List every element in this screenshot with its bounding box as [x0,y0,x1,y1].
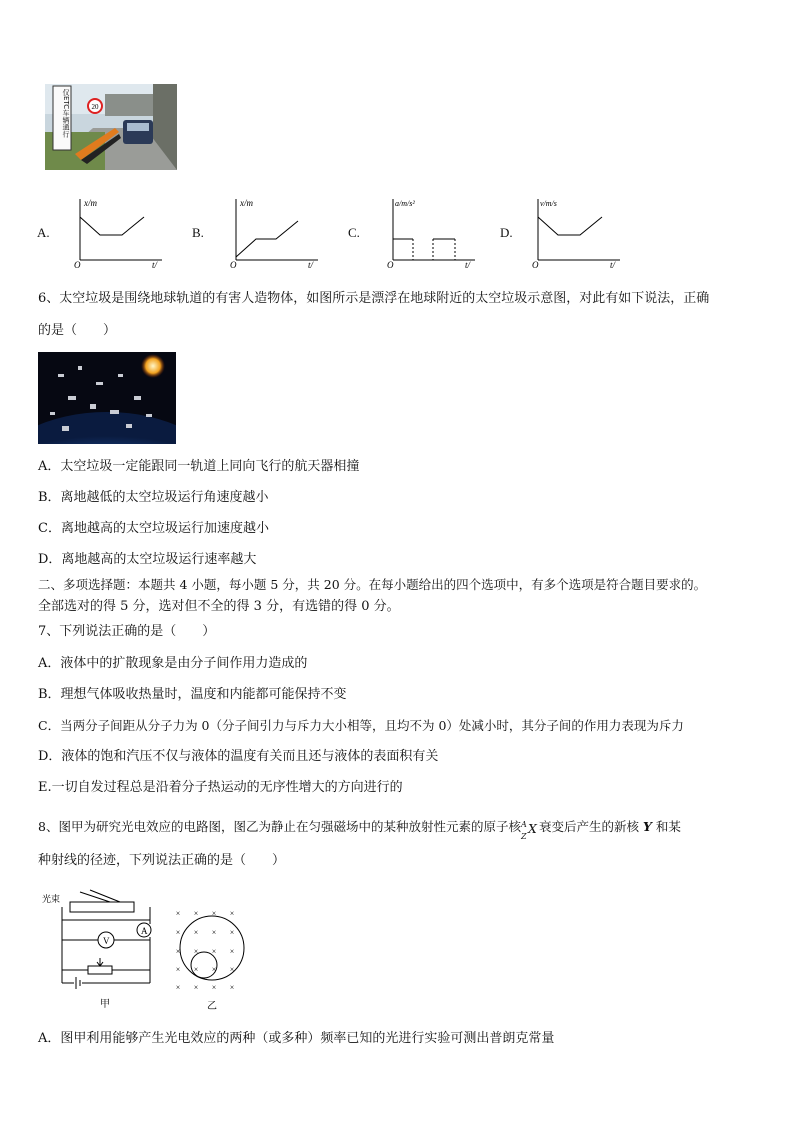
q8-stem-line1 [38,818,681,841]
speed-limit-text: 20 [91,103,99,111]
svg-text:×: × [175,909,181,918]
etc-sign-text: 仅ETC车辆通行 [62,89,70,138]
section2-line1: 二、多项选择题：本题共 4 小题，每小题 5 分，共 20 分。在每小题给出的四个选项中，有多个选项是符合题目要求的。 [38,577,707,592]
q6-stem-line2: 的是（ ） [38,323,117,338]
q8-stem-part1: 8、图甲为研究光电效应的电路图，图乙为静止在匀强磁场中的某种放射性元素的原子核 [38,819,521,834]
graph-a-ylabel: x/m [84,198,97,208]
q8-stem-line2: 种射线的径迹，下列说法正确的是（ ） [38,853,286,868]
svg-text:×: × [211,983,217,992]
nucleus-symbol [520,819,539,841]
nucleus-element: X [527,820,537,836]
q8-stem-part2: 衰变后产生的新核 [538,819,639,834]
q7-stem: 7、下列说法正确的是（ ） [38,624,216,639]
q7-option-a: A．液体中的扩散现象是由分子间作用力造成的 [38,656,308,671]
graph-a-xlabel: t/ [152,260,158,270]
graph-c-xlabel: t/ [465,260,471,270]
svg-text:×: × [193,947,199,956]
svg-text:×: × [175,983,181,992]
svg-text:×: × [211,909,217,918]
figure-jia-label: 甲 [100,999,110,1010]
light-beam-label: 光束 [42,894,61,904]
q6-option-d: D．离地越高的太空垃圾运行速率越大 [38,552,257,567]
svg-text:×: × [193,909,199,918]
photoelectric-circuit-figure [40,888,170,1013]
svg-text:×: × [229,947,235,956]
q6-stem-line1: 6、太空垃圾是围绕地球轨道的有害人造物体，如图所示是漂浮在地球附近的太空垃圾示意图，对此有如下说法，正确 [38,291,710,306]
graph-c-origin: O [387,260,394,270]
graph-a [72,195,167,270]
option-b-letter: B. [192,225,204,240]
magnetic-field-tracks-figure [170,908,255,1013]
graph-c [385,195,480,270]
section2-line2: 全部选对的得 5 分，选对但不全的得 3 分，有选错的得 0 分。 [38,599,400,614]
q7-option-c: C．当两分子间距从分子力为 0（分子间引力与斥力大小相等，且均不为 0）处减小时，其分子间的作用力表现为斥力 [38,718,684,733]
nucleus-atomic-number: Z [520,831,527,841]
q8-stem-part3: 和某 [655,819,681,834]
graph-b-origin: O [230,260,237,270]
svg-text:×: × [229,965,235,974]
graph-d [530,195,625,270]
svg-text:×: × [175,928,181,937]
svg-text:×: × [211,928,217,937]
figure-yi-label: 乙 [207,1001,217,1012]
svg-text:×: × [229,928,235,937]
voltmeter-label: V [103,936,110,946]
graph-d-origin: O [532,260,539,270]
q6-option-c: C．离地越高的太空垃圾运行加速度越小 [38,521,269,536]
graph-b-ylabel: x/m [240,198,253,208]
q7-option-e: E.一切自发过程总是沿着分子热运动的无序性增大的方向进行的 [38,780,403,795]
svg-text:×: × [175,965,181,974]
q7-option-b: B．理想气体吸收热量时，温度和内能都可能保持不变 [38,687,347,702]
svg-text:×: × [175,947,181,956]
svg-text:×: × [211,965,217,974]
graph-b [228,195,323,270]
graph-c-ylabel: a/m/s² [395,199,415,208]
ammeter-label: A [141,926,148,936]
option-d-letter: D. [500,225,513,240]
nucleus-mass-number: A [520,819,527,829]
etc-lane-photo [45,84,177,170]
svg-text:×: × [229,909,235,918]
svg-text:×: × [229,983,235,992]
graph-d-xlabel: t/ [610,260,616,270]
space-debris-image [38,352,176,444]
q6-option-a: A．太空垃圾一定能跟同一轨道上同向飞行的航天器相撞 [38,459,360,474]
svg-text:×: × [193,928,199,937]
svg-text:×: × [193,965,199,974]
graph-d-ylabel: v/m/s [540,199,557,208]
graph-b-xlabel: t/ [308,260,314,270]
q6-option-b: B．离地越低的太空垃圾运行角速度越小 [38,490,269,505]
svg-text:×: × [193,983,199,992]
graph-a-origin: O [74,260,81,270]
svg-text:×: × [211,947,217,956]
q8-option-a: A．图甲利用能够产生光电效应的两种（或多种）频率已知的光进行实验可测出普朗克常量 [38,1031,555,1046]
q7-option-d: D．液体的饱和汽压不仅与液体的温度有关而且还与液体的表面积有关 [38,749,439,764]
option-c-letter: C. [348,225,360,240]
option-a-letter: A. [37,225,50,240]
q8-new-nucleus: Y [642,819,652,834]
